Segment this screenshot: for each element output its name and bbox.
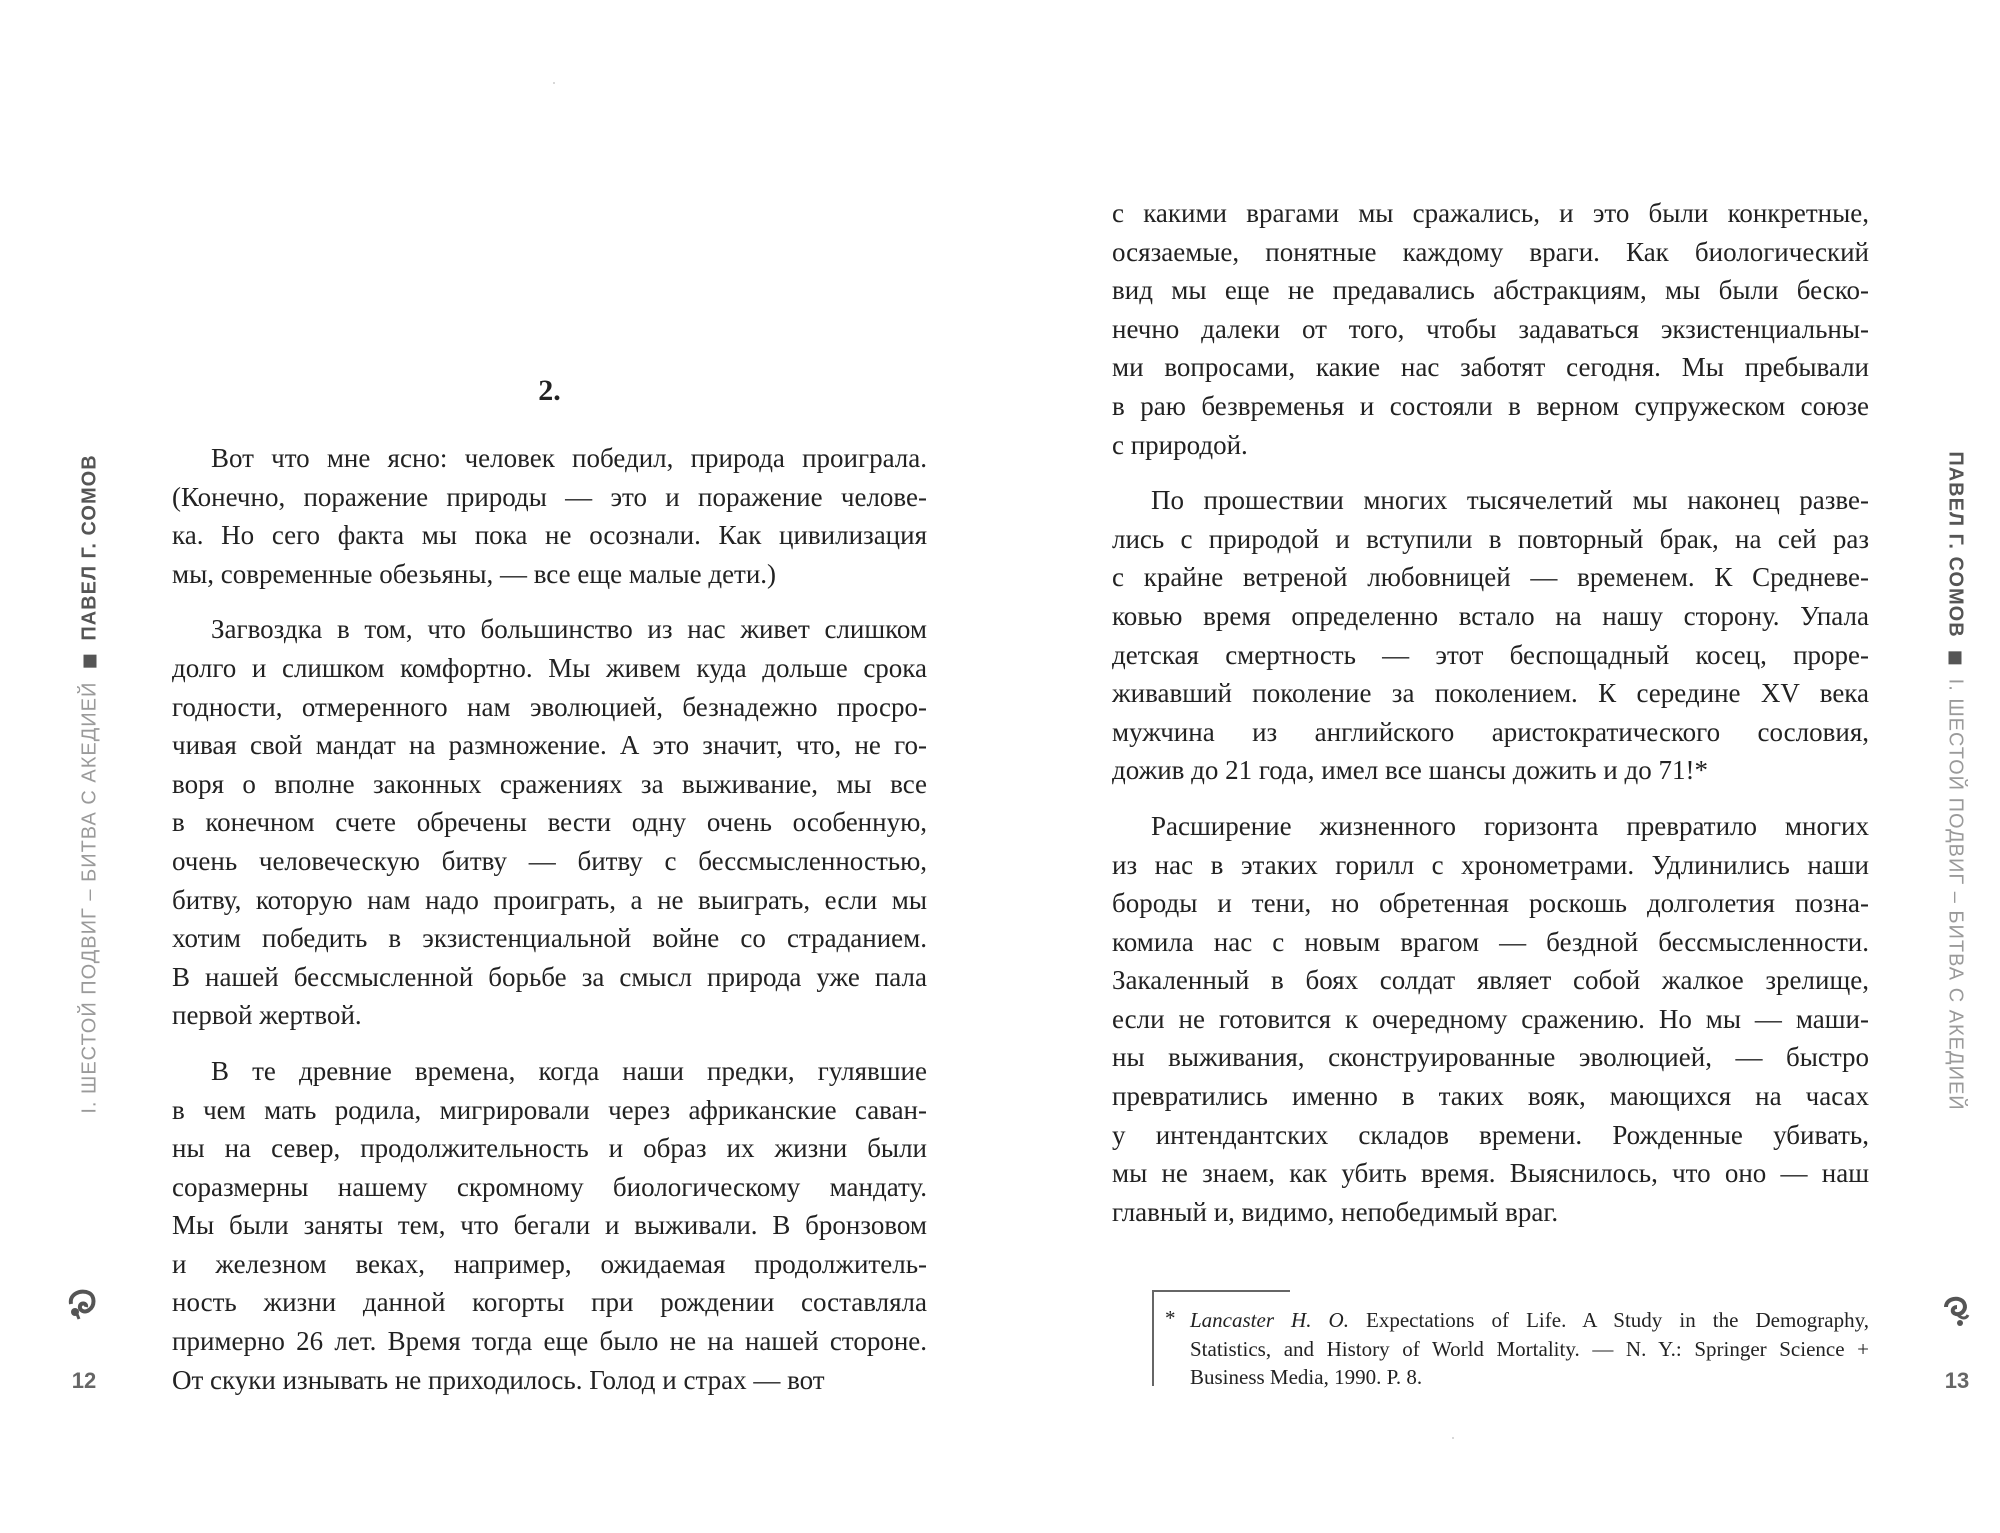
right-page-body [1112, 194, 1869, 1248]
footnote-marker: * [1165, 1306, 1176, 1330]
text-line: чивая свой мандат на размножение. А это значит, что, не го- [172, 730, 927, 761]
text-line: если не готовится к очередному сражению. Но мы — маши- [1112, 1003, 1869, 1034]
running-head-chapter: I. ШЕСТОЙ ПОДВИГ – БИТВА С АКЕДИЕЙ [78, 681, 101, 1114]
paragraph [172, 1052, 927, 1399]
footnote-line: Statistics, and History of World Mortality. — N. Y.: Springer Science + [1190, 1336, 1869, 1361]
text-line: нечно далеки от того, чтобы задаваться экзистенциальны- [1112, 313, 1869, 344]
text-line: живавший поколение за поколением. К середине XV века [1112, 678, 1869, 709]
text-line: у интендантских складов времени. Рожденные убивать, [1112, 1119, 1869, 1150]
paragraph [1112, 807, 1869, 1232]
square-separator-icon [84, 655, 97, 668]
text-line: бороды и тени, но обретенная роскошь долголетия позна- [1112, 888, 1869, 919]
text-line: ность жизни данной когорты при рождении составляла [172, 1287, 927, 1318]
scan-speck [1452, 1437, 1454, 1439]
text-line: В нашей бессмысленной борьбе за смысл природа уже пала [172, 961, 927, 992]
running-head-chapter: I. ШЕСТОЙ ПОДВИГ – БИТВА С АКЕДИЕЙ [1944, 678, 1967, 1111]
page-number-right: 13 [1944, 1368, 1970, 1393]
text-line: В те древние времена, когда наши предки, гулявшие [211, 1055, 927, 1086]
footnote-author: Lancaster H. O. [1190, 1308, 1349, 1332]
text-line: мы, современные обезьяны, — все еще малые дети.) [172, 558, 777, 589]
text-line: (Конечно, поражение природы — это и поражение челове- [172, 481, 927, 512]
text-line: превратились именно в таких вояк, мающихся на часах [1112, 1081, 1869, 1112]
text-line: Вот что мне ясно: человек победил, природа проиграла. [211, 443, 927, 473]
running-head-author: ПАВЕЛ Г. СОМОВ [1944, 451, 1967, 638]
text-line: детская смертность — этот беспощадный косец, проре- [1112, 639, 1869, 670]
text-line: осязаемые, понятные каждому враги. Как биологический [1112, 236, 1869, 267]
text-line: По прошествии многих тысячелетий мы наконец разве- [1151, 485, 1869, 516]
ornament-icon [65, 1286, 99, 1320]
square-separator-icon [1948, 652, 1961, 665]
scan-speck [553, 82, 555, 84]
left-page-body [172, 439, 927, 1416]
text-line: с природой. [1112, 429, 1248, 460]
text-line: ны выживания, сконструированные эволюцией, — быстро [1112, 1042, 1869, 1073]
section-heading: 2. [538, 374, 561, 407]
text-line: годности, отмеренного нам эволюцией, безнадежно просро- [172, 691, 927, 722]
text-line: От скуки изнывать не приходилось. Голод и страх — вот [172, 1364, 825, 1395]
paragraph [172, 610, 927, 1035]
text-line: битву, которую нам надо проиграть, а не выиграть, если мы [172, 884, 927, 915]
text-line: главный и, видимо, непобедимый враг. [1112, 1196, 1559, 1227]
paragraph [1112, 194, 1869, 464]
text-line: Мы были заняты тем, что бегали и выживали. В бронзовом [172, 1210, 927, 1241]
text-line: дожив до 21 года, имел все шансы дожить и до 71!* [1112, 755, 1708, 786]
footnote-rule [1152, 1290, 1290, 1292]
text-line: Закаленный в боях солдат являет собой жалкое зрелище, [1112, 965, 1869, 996]
text-line: долго и слишком комфортно. Мы живем куда дольше срока [172, 652, 927, 683]
text-line: хотим победить в экзистенциальной войне со страданием. [172, 923, 927, 954]
text-line: мужчина из английского аристократического сословия, [1112, 716, 1869, 747]
running-head-left [79, 454, 102, 1113]
running-head-author: ПАВЕЛ Г. СОМОВ [78, 454, 101, 641]
text-line: Загвоздка в том, что большинство из нас живет слишком [211, 614, 927, 645]
text-line: в чем мать родила, мигрировали через африканские саван- [172, 1094, 927, 1125]
ornament-icon [1938, 1293, 1972, 1327]
text-line: с какими врагами мы сражались, и это были конкретные, [1112, 198, 1869, 228]
text-line: ны на север, продолжительность и образ их жизни были [172, 1133, 927, 1164]
text-line: ми вопросами, какие нас заботят сегодня. Мы пребывали [1112, 352, 1869, 383]
text-line: лись с природой и вступили в повторный брак, на сей раз [1112, 523, 1869, 554]
text-line: вид мы еще не предавались абстракциям, мы были беско- [1112, 275, 1869, 306]
footnote-line: Lancaster H. O. Expectations of Life. A Study in the Demography, [1190, 1308, 1869, 1332]
text-line: соразмерны нашему скромному биологическому мандату. [172, 1171, 927, 1202]
text-line: очень человеческую битву — битву с бессмысленностью, [172, 845, 927, 876]
text-line: из нас в этаких горилл с хронометрами. Удлинились наши [1112, 849, 1869, 880]
paragraph [172, 439, 927, 593]
footnote-rule-vertical [1152, 1290, 1154, 1386]
text-line: комила нас с новым врагом — бездной бессмысленности. [1112, 926, 1869, 957]
text-line: мы не знаем, как убить время. Выяснилось, что оно — наш [1112, 1158, 1869, 1189]
running-head-right [1944, 451, 1967, 1110]
text-line: примерно 26 лет. Время тогда еще было не на нашей стороне. [172, 1326, 927, 1357]
text-line: с крайне ветреной любовницей — временем. К Средневе- [1112, 562, 1869, 593]
page-number-left: 12 [71, 1368, 97, 1393]
text-line: воря о вполне законных сражениях за выживание, мы все [172, 768, 927, 799]
footnote-line: Business Media, 1990. P. 8. [1190, 1365, 1423, 1389]
text-line: и железном веках, например, ожидаемая продолжитель- [172, 1248, 927, 1279]
text-line: в конечном счете обречены вести одну очень особенную, [172, 807, 927, 838]
footnote [1165, 1306, 1869, 1392]
text-line: в раю безвременья и состояли в верном супружеском союзе [1112, 390, 1869, 421]
text-line: Расширение жизненного горизонта превратило многих [1151, 810, 1869, 841]
text-line: ковью время определенно встало на нашу сторону. Упала [1112, 600, 1869, 631]
paragraph [1112, 481, 1869, 790]
text-line: первой жертвой. [172, 1000, 362, 1031]
text-line: ка. Но сего факта мы пока не осознали. Как цивилизация [172, 520, 927, 551]
